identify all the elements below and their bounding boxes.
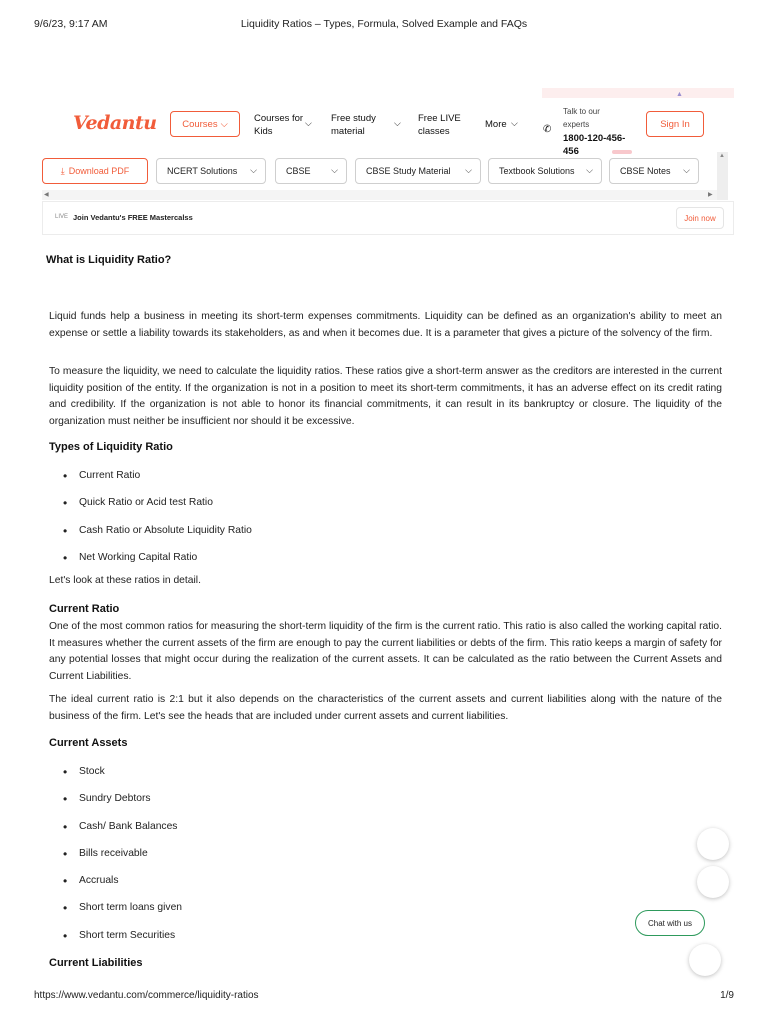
para-ideal-ratio: The ideal current ratio is 2:1 but it also depends on the characteristics of the current assets and current liabilities along with the nature of the business of the firm. Let's see the heads that are included under current assets and current liabilities. (49, 694, 722, 722)
talk-to-experts: Talk to our experts (563, 107, 600, 129)
live-text[interactable]: Join Vedantu's FREE Mastercalss (73, 213, 193, 222)
list-item: • Accruals (63, 874, 182, 901)
assets-list (63, 765, 182, 956)
courses-label: Courses (182, 118, 218, 130)
dropdown-cbse-notes[interactable]: CBSE Notes ⌵ (609, 158, 699, 184)
dropdown-textbook-solutions[interactable]: Textbook Solutions ⌵ (488, 158, 602, 184)
scroll-up-icon[interactable]: ▲ (719, 153, 725, 159)
scroll-right-icon[interactable]: ▶ (708, 192, 713, 198)
live-tag: LIVE (55, 214, 69, 220)
current-assets-heading: Current Assets (49, 737, 128, 749)
para-current-ratio: One of the most common ratios for measuring the short-term liquidity of the firm is the current ratio. This ratio is also called the working capital ratio. It measures whether the current assets of the firm are enough to pay the current liabilities or debts of the firm. This ratio keeps a margin of safety for any potential losses that might occur during the realization of the current assets. It can be calculated as the ratio between the Current Assets and Current Liabilities. (49, 621, 722, 683)
para-liquid-funds: Liquid funds help a business in meeting its short-term expenses commitments. Liquidity can be defined as an organization's ability to meet an expense or settle a liability towards its stakeholders, as and when it becomes due. It is a parameter that gives a picture of the solvency of the firm. (49, 311, 722, 339)
list-item: • Cash Ratio or Absolute Liquidity Ratio (63, 524, 252, 551)
caret-up-icon: ▲ (676, 91, 683, 98)
floating-action-button[interactable] (697, 866, 729, 898)
phone-icon: ✆ (543, 124, 552, 135)
types-heading: Types of Liquidity Ratio (49, 441, 173, 453)
list-item: • Short term Securities (63, 929, 182, 956)
types-list (63, 469, 252, 578)
horizontal-scrollbar[interactable] (42, 190, 717, 200)
lets-look-text: Let's look at these ratios in detail. (49, 575, 201, 586)
current-liabilities-heading: Current Liabilities (49, 957, 143, 969)
nav-free-study-material[interactable]: Free study material ⌵ (331, 113, 401, 137)
top-banner-strip (542, 88, 734, 98)
chevron-down-icon: ⌵ (305, 118, 312, 128)
nav-free-live-classes[interactable]: Free LIVE classes (418, 113, 461, 137)
print-title: Liquidity Ratios – Types, Formula, Solved Example and FAQs (240, 18, 528, 30)
chat-with-us-button[interactable]: Chat with us (635, 910, 705, 936)
list-item: • Net Working Capital Ratio (63, 551, 252, 578)
chevron-down-icon: ⌵ (465, 165, 472, 175)
floating-action-button[interactable] (689, 944, 721, 976)
list-item: • Sundry Debtors (63, 792, 182, 819)
dropdown-cbse-study-material[interactable]: CBSE Study Material ⌵ (355, 158, 481, 184)
page-title: What is Liquidity Ratio? (46, 254, 172, 266)
vertical-scrollbar[interactable] (717, 152, 728, 200)
list-item: • Current Ratio (63, 469, 252, 496)
vedantu-logo[interactable]: Vedantu (73, 112, 157, 134)
nav-courses-for-kids[interactable]: Courses for Kids ⌵ (254, 113, 312, 137)
list-item: • Stock (63, 765, 182, 792)
chevron-down-icon: ⌵ (331, 165, 338, 175)
download-icon: ⤓ (60, 165, 65, 176)
list-item: • Bills receivable (63, 847, 182, 874)
sign-in-button[interactable]: Sign In (646, 111, 704, 137)
dropdown-cbse[interactable]: CBSE ⌵ (275, 158, 347, 184)
print-url: https://www.vedantu.com/commerce/liquidity-ratios (34, 990, 259, 1001)
phone-number[interactable]: 1800-120-456- 456 (563, 133, 626, 157)
list-item: • Short term loans given (63, 901, 182, 928)
join-now-button[interactable]: Join now (676, 207, 724, 229)
floating-action-button[interactable] (697, 828, 729, 860)
list-item: • Quick Ratio or Acid test Ratio (63, 496, 252, 523)
chevron-down-icon: ⌵ (394, 118, 401, 128)
scroll-left-icon[interactable]: ◀ (44, 192, 49, 198)
download-label: Download PDF (68, 166, 130, 176)
chevron-down-icon: ⌵ (683, 165, 690, 175)
chevron-down-icon: ⌵ (586, 165, 593, 175)
nav-more[interactable]: More ⌵ (485, 118, 518, 130)
print-page-number: 1/9 (720, 990, 734, 1001)
list-item: • Cash/ Bank Balances (63, 820, 182, 847)
print-datetime: 9/6/23, 9:17 AM (34, 18, 108, 30)
print-header (34, 18, 734, 32)
chevron-down-icon: ⌵ (250, 165, 257, 175)
dropdown-ncert-solutions[interactable]: NCERT Solutions ⌵ (156, 158, 266, 184)
courses-button[interactable] (170, 111, 240, 137)
chevron-down-icon: ⌵ (220, 118, 228, 130)
decorative-blob (612, 150, 632, 154)
live-masterclass-bar (42, 201, 734, 235)
print-footer (34, 990, 734, 1004)
chevron-down-icon: ⌵ (511, 118, 518, 128)
download-pdf-button[interactable] (42, 158, 148, 184)
para-measure-liquidity: To measure the liquidity, we need to calculate the liquidity ratios. These ratios give a short-term answer as the creditors are interested in the current liquidity position of the entity. If the organization is not in a position to meet its short-term commitments, it has an adverse effect on its credit rating and credibility. If the organization is not able to honor its financial commitments, it can result in its bankruptcy or closure. The liquidity of the organization must neither be insufficient nor should it be excessive. (49, 366, 722, 428)
current-ratio-heading: Current Ratio (49, 603, 120, 615)
